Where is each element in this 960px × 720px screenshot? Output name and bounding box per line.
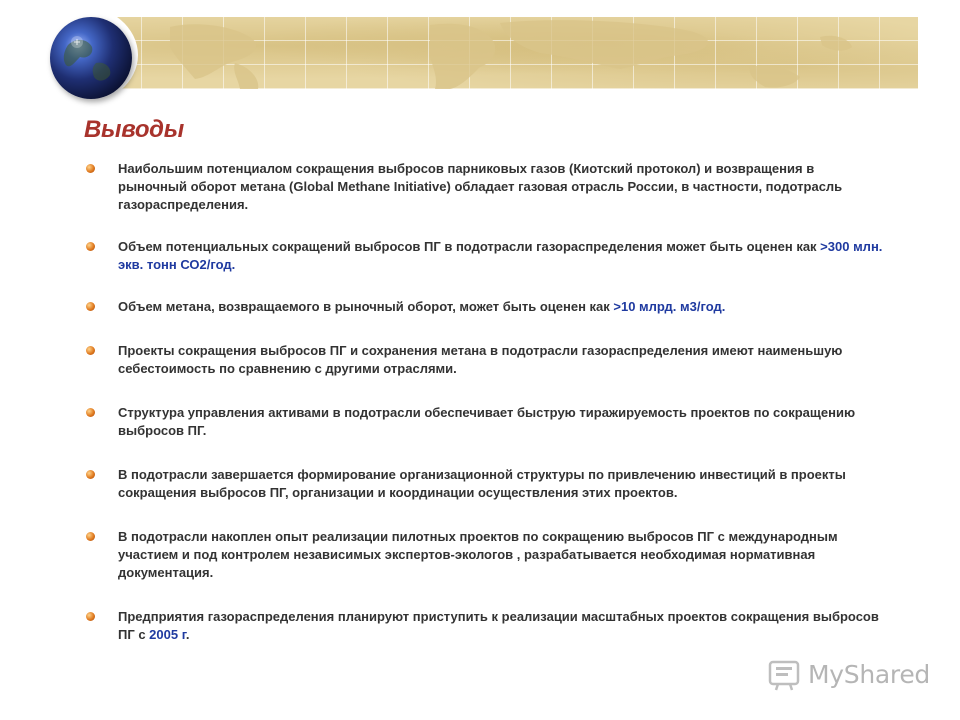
watermark-text: MyShared: [808, 659, 930, 689]
bullet-marker-icon: [86, 612, 95, 621]
bullet-marker-icon: [86, 302, 95, 311]
bullet-marker-icon: [86, 532, 95, 541]
bullet-text: Проекты сокращения выбросов ПГ и сохранения метана в подотрасли газораспределения имеют наименьшую себестоимость по сравнению с другими отраслями.: [118, 343, 843, 376]
bullet-highlight: 2005 г: [149, 627, 186, 642]
bullet-highlight: >10 млрд. м3/год.: [613, 299, 726, 314]
bullet-highlight: >300 млн. экв. тонн СО2/год.: [118, 239, 883, 272]
bullet-item: [84, 342, 884, 378]
myshared-logo-icon: [766, 656, 802, 692]
bullet-item: [84, 404, 884, 440]
bullet-item: [84, 298, 884, 316]
bullet-item: [84, 160, 884, 214]
slide-title: Выводы: [84, 116, 184, 143]
bullet-marker-icon: [86, 470, 95, 479]
bullet-item: [84, 528, 884, 582]
world-map-banner: [100, 17, 918, 89]
map-continents: [100, 17, 918, 89]
bullet-text: Объем метана, возвращаемого в рыночный оборот, может быть оценен как: [118, 299, 614, 314]
watermark: [766, 656, 930, 692]
bullet-marker-icon: [86, 242, 95, 251]
bullet-text: Объем потенциальных сокращений выбросов ПГ в подотрасли газораспределения может быть оценен как: [118, 239, 821, 254]
bullet-text: В подотрасли накоплен опыт реализации пилотных проектов по сокращению выбросов ПГ с международным участием и под контролем независимых экспертов-экологов , разрабатывается необходимая нормативная документация.: [118, 529, 838, 580]
bullet-marker-icon: [86, 408, 95, 417]
bullet-marker-icon: [86, 164, 95, 173]
bullet-text: Наибольшим потенциалом сокращения выбросов парниковых газов (Киотский протокол) и возвращения в рыночный оборот метана (Global Methane Initiative) обладает газовая отрасль России, в частности, подотрасль газораспределения.: [118, 161, 843, 212]
bullet-text: Предприятия газораспределения планируют приступить к реализации масштабных проектов сокращения выбросов ПГ с: [118, 609, 879, 642]
bullet-text: Структура управления активами в подотрасли обеспечивает быструю тиражируемость проектов по сокращению выбросов ПГ.: [118, 405, 856, 438]
bullet-list: [84, 160, 884, 644]
globe-icon: [50, 17, 132, 99]
bullet-item: [84, 608, 884, 644]
globe-backdrop: [18, 5, 138, 105]
bullet-item: [84, 466, 884, 502]
bullet-text: В подотрасли завершается формирование организационной структуры по привлечению инвестиций в проекты сокращения выбросов ПГ, организации и координации осуществления этих проектов.: [118, 467, 846, 500]
globe-continents: [50, 17, 132, 99]
bullet-item: [84, 238, 884, 274]
bullet-marker-icon: [86, 346, 95, 355]
bullet-text: .: [185, 627, 190, 642]
